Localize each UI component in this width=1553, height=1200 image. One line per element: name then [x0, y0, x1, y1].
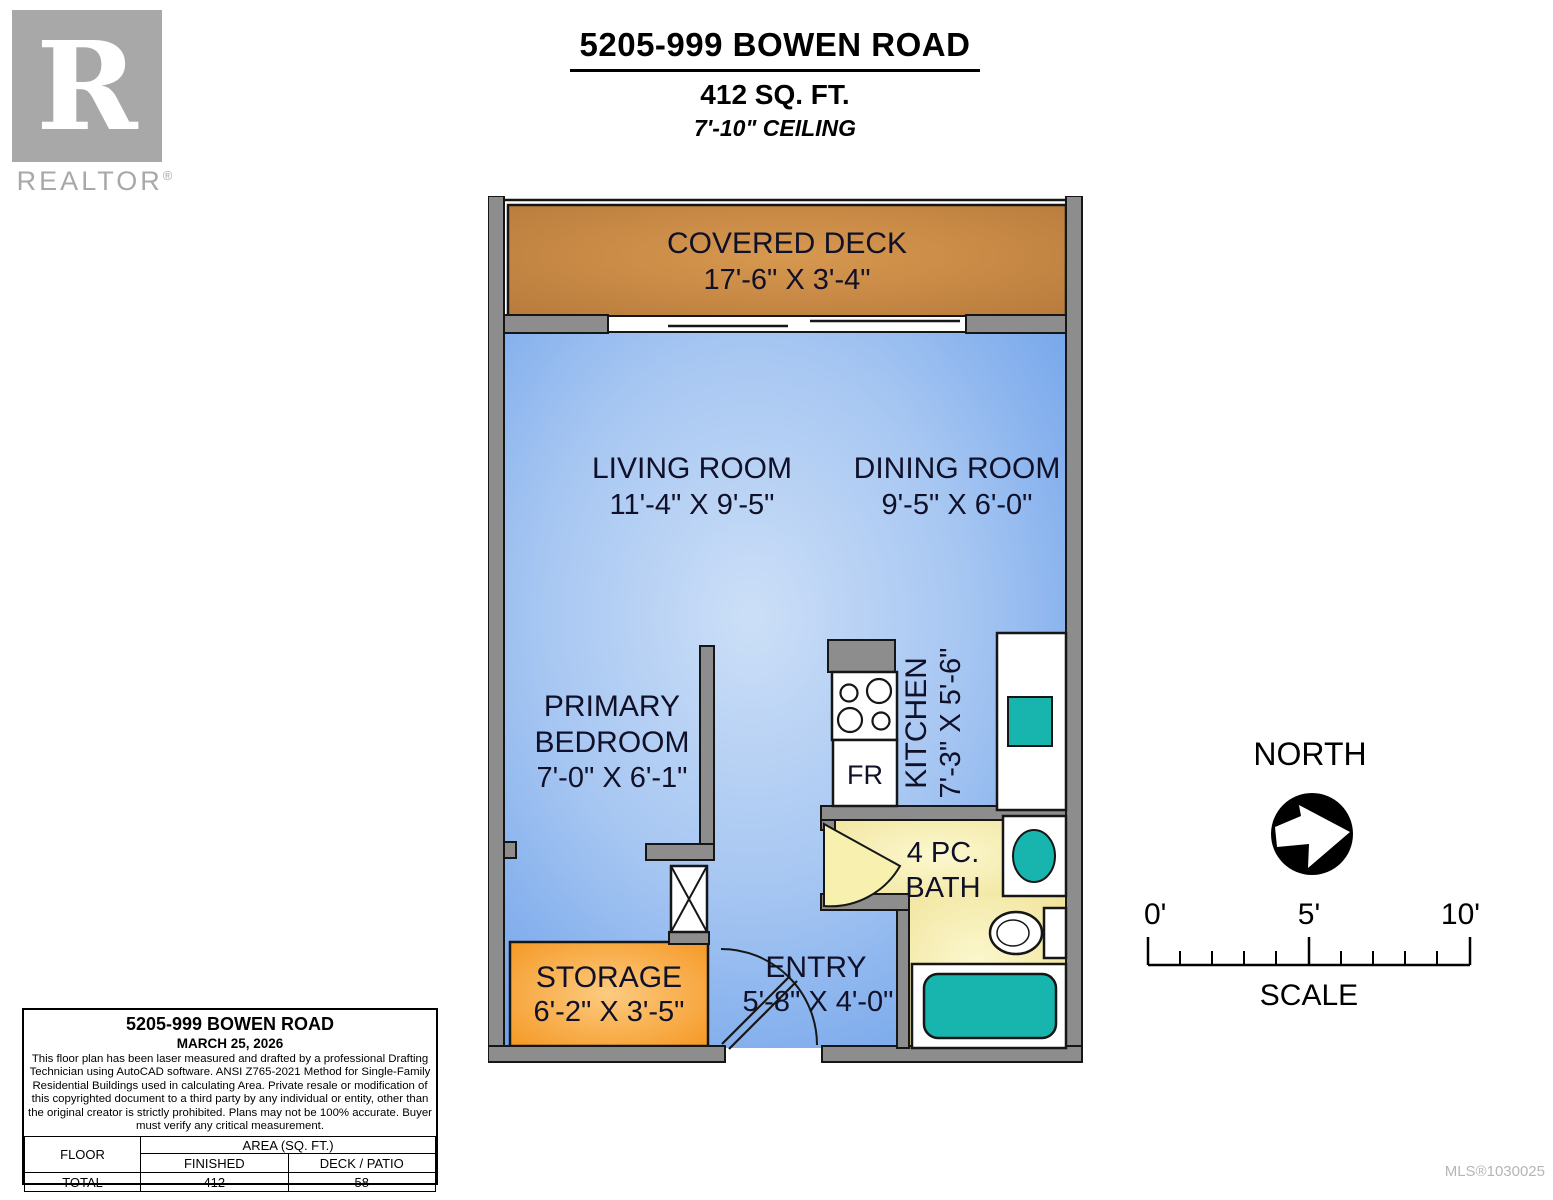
living-room-dimensions: 11'-4" X 9'-5" — [609, 489, 775, 521]
wall-east — [1066, 196, 1082, 1062]
realtor-word: REALTOR — [16, 166, 163, 196]
toilet-bowl — [990, 912, 1042, 954]
title-block — [400, 26, 1150, 142]
finished-header-cell: FINISHED — [141, 1154, 288, 1173]
page-title: 5205-999 BOWEN ROAD — [570, 26, 981, 72]
wall-bath-entry — [897, 910, 909, 1048]
scale-caption: SCALE — [1259, 979, 1359, 1012]
floor-header-cell: FLOOR — [25, 1137, 141, 1173]
fridge-label: FR — [847, 760, 883, 790]
dining-room-label: DINING ROOM — [853, 452, 1061, 485]
wall-deck-left — [504, 315, 608, 333]
registered-mark: ® — [162, 168, 176, 183]
deck-label: COVERED DECK — [666, 227, 908, 260]
bath-sink — [1013, 830, 1055, 882]
deck-dimensions: 17'-6" X 3'-4" — [703, 264, 871, 296]
north-arrow-icon — [1266, 788, 1358, 880]
living-room-label: LIVING ROOM — [591, 452, 793, 485]
bath-label-2: BATH — [905, 872, 981, 904]
mls-number: MLS®1030025 — [1444, 1163, 1545, 1180]
total-label-cell: TOTAL — [25, 1173, 141, 1192]
floor-plan-drawing — [488, 196, 1090, 1064]
wall-west — [488, 196, 504, 1062]
info-box — [22, 1008, 438, 1190]
disclaimer-text: This floor plan has been laser measured and drafted by a professional Drafting Technician using AutoCAD software. ANSI Z765-2021 Method for Single-Family Residential Buildings used in calculating Area. Private resale or modification of this copyrighted document to a third party by any individual or entity, other than the original creator is strictly prohibited. Plans may not be 100% accurate. Buyer must verify any critical measurement. — [28, 1053, 432, 1133]
kitchen-sink — [1008, 697, 1052, 746]
bedroom-label-1: PRIMARY — [543, 690, 681, 723]
bedroom-dimensions: 7'-0" X 6'-1" — [536, 762, 688, 794]
scale-bar — [1144, 898, 1480, 1013]
bedroom-label-2: BEDROOM — [534, 726, 690, 759]
area-table — [24, 1136, 436, 1192]
dining-room-dimensions: 9'-5" X 6'-0" — [881, 489, 1033, 521]
wall-bedroom-south — [646, 844, 714, 860]
north-label: NORTH — [1253, 736, 1367, 772]
entry-dimensions: 5'-8" X 4'-0" — [742, 986, 894, 1018]
wall-bedroom-jamb — [504, 842, 516, 858]
storage-dimensions: 6'-2" X 3'-5" — [533, 996, 685, 1028]
wall-bedroom-east — [700, 646, 714, 846]
scale-tick-5: 5' — [1297, 898, 1321, 931]
info-box-title: 5205-999 BOWEN ROAD — [125, 1014, 335, 1034]
wall-south-left — [488, 1046, 725, 1062]
ceiling-height-label: 7'-10" CEILING — [693, 115, 857, 141]
wall-column-base — [669, 932, 709, 944]
wall-deck-right — [966, 315, 1066, 333]
realtor-logo-letter: R — [36, 14, 138, 158]
total-area-label: 412 SQ. FT. — [700, 79, 850, 110]
kitchen-label: KITCHEN — [900, 657, 933, 789]
scale-tick-0: 0' — [1144, 898, 1167, 931]
storage-area — [510, 942, 708, 1046]
entry-label: ENTRY — [765, 951, 867, 984]
storage-label: STORAGE — [535, 961, 683, 994]
kitchen-dimensions: 7'-3" X 5'-6" — [935, 647, 967, 799]
realtor-wordmark — [6, 166, 186, 197]
covered-deck-area — [508, 205, 1066, 318]
bathtub — [924, 974, 1056, 1038]
kitchen-counter-block — [828, 640, 895, 672]
table-row — [25, 1137, 436, 1154]
table-row — [25, 1173, 436, 1192]
scale-ruler-icon — [1146, 932, 1472, 968]
info-box-date: MARCH 25, 2026 — [176, 1036, 284, 1051]
deck-value-cell: 58 — [288, 1173, 435, 1192]
area-header-cell: AREA (SQ. FT.) — [141, 1137, 436, 1154]
deck-patio-header-cell: DECK / PATIO — [288, 1154, 435, 1173]
sliding-door — [608, 316, 966, 332]
bath-label-1: 4 PC. — [906, 837, 980, 869]
finished-value-cell: 412 — [141, 1173, 288, 1192]
scale-tick-10: 10' — [1440, 898, 1480, 931]
scale-tick-labels — [1144, 898, 1480, 932]
realtor-logo-icon — [12, 10, 162, 162]
toilet-tank — [1044, 908, 1066, 958]
